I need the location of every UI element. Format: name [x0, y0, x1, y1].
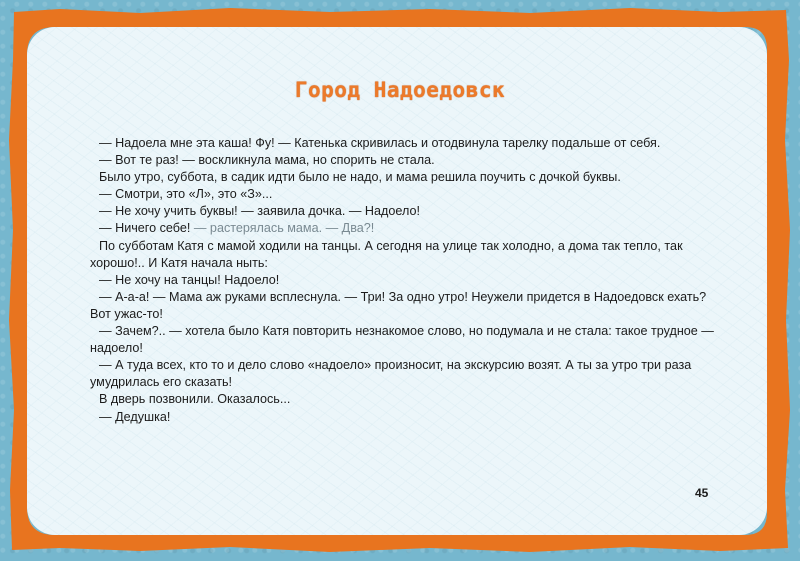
paragraph: Было утро, суббота, в садик идти было не надо, и мама решила поучить с дочкой буквы.: [99, 170, 621, 185]
page-title: Город Надоедовск: [294, 78, 506, 102]
paragraph: — Смотри, это «Л», это «З»...: [99, 187, 273, 202]
paragraph: — Зачем?.. — хотела было Катя повторить незнакомое слово, но подумала и не стала: такое трудное — надоело!: [90, 324, 714, 356]
phrase: — растерялась мама.: [190, 221, 323, 236]
paragraph: В дверь позвонили. Оказалось...: [99, 392, 291, 407]
paragraph: — Не хочу учить буквы! — заявила дочка. — Надоело!: [99, 204, 420, 219]
paragraph: — Дедушка!: [99, 409, 171, 424]
paragraph: — А туда всех, кто то и дело слово «надоело» произносит, на экскурсию возят. А ты за утро три раза умудрилась его сказать!: [90, 358, 692, 390]
paragraph: — Не хочу на танцы! Надоело!: [99, 272, 280, 287]
paragraph: — Надоела мне эта каша! Фу! — Катенька скривилась и отодвинула тарелку подальше от себя.: [99, 136, 661, 150]
paragraph: По субботам Катя с мамой ходили на танцы. А сегодня на улице так холодно, а дома так тепло, так хорошо!.. И Катя начала ныть:: [90, 238, 683, 270]
paragraph: — Вот те раз! — воскликнула мама, но спорить не стала.: [99, 153, 435, 168]
paragraph: — А-а-а! — Мама аж руками всплеснула. — Три! За одно утро! Неужели придется в Надоедовск ехать? Вот ужас-то!: [90, 289, 707, 321]
paragraph: [90, 220, 730, 237]
page-number: 45: [695, 486, 709, 500]
phrase: — Ничего себе!: [99, 221, 191, 236]
story-text: [90, 135, 730, 426]
phrase: — Два?!: [322, 221, 375, 236]
